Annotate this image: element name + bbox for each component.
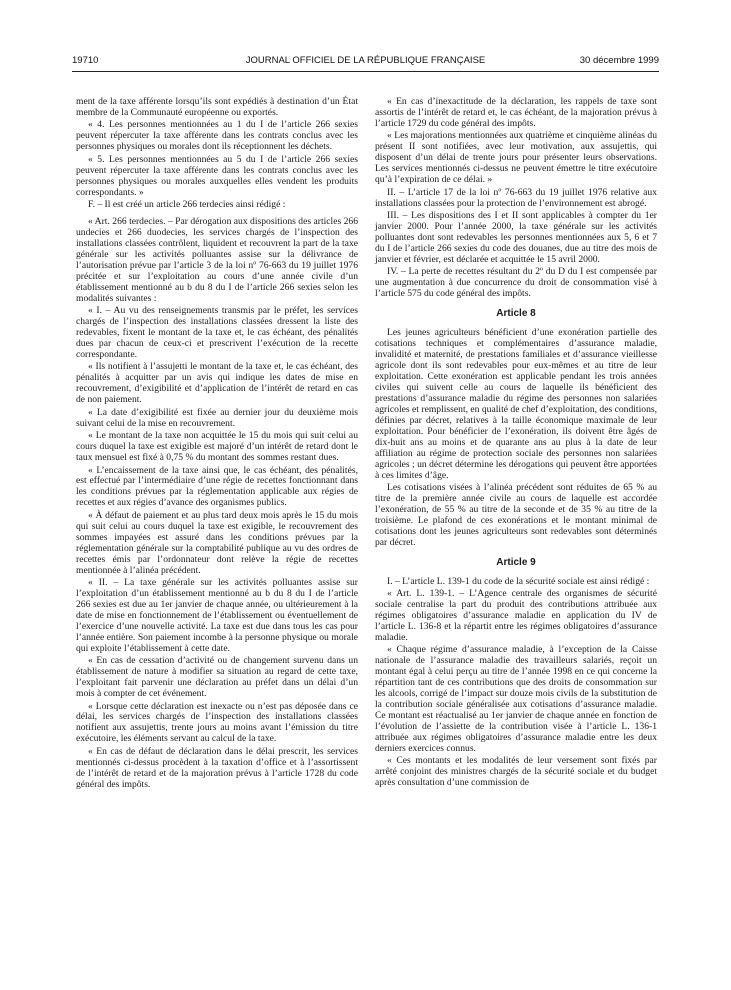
paragraph: Les jeunes agriculteurs bénéficient d’une exonération partielle des cotisations techniques et complémentaires d’assurance maladie, invalidité et maternité, de prestations familiales et d’assurance vieillesse agricole dont ils sont redevables pour eux-mêmes et au titre de leur exploitation. Cette exonération est applicable pendant les trois années civiles qui suivent celle au cours de laquelle ils bénéficient des prestations d’assurance maladie du régime des personnes non salariées agricoles et remplissent, en qualité de chef d’exploitation, des conditions, définies par décret, relatives à la taille économique maximale de leur exploitation. Pour bénéficier de l’exonération, ils doivent être âgés de dix-huit ans au moins et de quarante ans au plus à la date de leur affiliation au régime de protection sociale des personnes non salariées agricoles ; un décret détermine les dérogations qui peuvent être apportées à ces limites d’âge. [375, 327, 657, 481]
paragraph: F. – Il est créé un article 266 terdecies ainsi rédigé : [88, 199, 286, 211]
paragraph: « Les majorations mentionnées aux quatrième et cinquième alinéas du présent II sont notifiées, avec leur motivation, aux assujettis, qui disposent d’un délai de trente jours pour présenter leurs observations. Les services mentionnés ci-dessus ne peuvent émettre le titre exécutoire qu’à l’expiration de ce délai. » [375, 130, 657, 186]
journal-title: JOURNAL OFFICIEL DE LA RÉPUBLIQUE FRANÇAISE [245, 55, 486, 66]
paragraph: II. – L’article 17 de la loi nº 76-663 du 19 juillet 1976 relative aux installations classées pour la protection de l’environnement est abrogé. [375, 186, 657, 209]
paragraph: « Lorsque cette déclaration est inexacte ou n’est pas déposée dans ce délai, les services chargés de l’inspection des installations classées notifient aux assujettis, trente jours au moins avant l’émission du titre exécutoire, les éléments servant au calcul de la taxe. [76, 700, 358, 745]
paragraph: « Art. 266 terdecies. – Par dérogation aux dispositions des articles 266 undecies et 266 duodecies, les services chargés de l’inspection des installations classées contrôlent, liquident et recouvrent la part de la taxe générale sur les activités polluantes assise sur la délivrance de l’autorisation prévue par l’article 3 de la loi nº 76-663 du 19 juillet 1976 précitée et sur l’exploitation au cours d’une année civile d’un établissement mentionné au b du 8 du I de l’article 266 sexies selon les modalités suivantes : [76, 216, 358, 304]
paragraph: « Le montant de la taxe non acquittée le 15 du mois qui suit celui au cours duquel la taxe est exigible est majoré d’un intérêt de retard dont le taux mensuel est fixé à 0,75 % du montant des sommes restant dues. [76, 430, 358, 464]
paragraph: « I. – Au vu des renseignements transmis par le préfet, les services chargés de l’inspection des installations classées dressent la liste des redevables, fixent le montant de la taxe et, le cas échéant, des pénalités dues par chacun de ceux-ci et prescrivent l’exécution de la recette correspondante. [76, 305, 358, 360]
right-column [375, 97, 657, 791]
paragraph: « Ils notifient à l’assujetti le montant de la taxe et, le cas échéant, des pénalités à acquitter par un avis qui indique les dates de mise en recouvrement, d’exigibilité et d’application de l’intérêt de retard en cas de non paiement. [76, 361, 358, 406]
paragraph: « Chaque régime d’assurance maladie, à l’exception de la Caisse nationale de l’assurance maladie des travailleurs salariés, reçoit un montant égal à celui perçu au titre de l’année 1998 en ce qui concerne la répartition tant de ces contributions que des droits de consommation sur les alcools, corrigé de l’impact sur douze mois civils de la substitution de la contribution sociale généralisée aux cotisations d’assurance maladie. Ce montant est réactualisé au 1er janvier de chaque année en fonction de l’évolution de l’assiette de la contribution visée à l’article L. 136-1 attribuée aux régimes obligatoires d’assurance maladie entre les deux derniers exercices connus. [375, 644, 657, 754]
page-number: 19710 [72, 55, 99, 66]
article-8-heading: Article 8 [496, 308, 536, 320]
page-header [72, 55, 659, 69]
left-column [76, 97, 358, 792]
paragraph: « En cas d’inexactitude de la déclaration, les rappels de taxe sont assortis de l’intérêt de retard et, le cas échéant, de la majoration prévus à l’article 1729 du code général des impôts. [375, 96, 657, 129]
paragraph: « II. – La taxe générale sur les activités polluantes assise sur l’exploitation d’un établissement mentionné au b du 8 du I de l’article 266 sexies est due au 1er janvier de chaque année, ou ultérieurement à la date de mise en fonctionnement de l’établissement ou éventuellement de l’exercice d’une nouvelle activité. La taxe est due dans tous les cas pour l’année entière. Son paiement incombe à la personne physique ou morale qui exploite l’établissement à cette date. [76, 577, 358, 654]
paragraph: « En cas de défaut de déclaration dans le délai prescrit, les services mentionnés ci-dessus procèdent à la taxation d’office et à l’assortissent de l’intérêt de retard et de la majoration prévus à l’article 1728 du code général des impôts. [76, 745, 358, 790]
paragraph: IV. – La perte de recettes résultant du 2º du D du I est compensée par une augmentation à due concurrence du droit de consommation visé à l’article 575 du code général des impôts. [375, 266, 657, 300]
paragraph: « Ces montants et les modalités de leur versement sont fixés par arrêté conjoint des ministres chargés de la sécurité sociale et du budget après consultation d’une commission de [375, 755, 657, 789]
paragraph: ment de la taxe afférente lorsqu’ils sont expédiés à destination d’un État membre de la Communauté européenne ou exportés. [76, 96, 358, 118]
paragraph: « La date d’exigibilité est fixée au dernier jour du deuxième mois suivant celui de la mise en recouvrement. [76, 406, 358, 429]
paragraph: III. – Les dispositions des I et II sont applicables à compter du 1er janvier 2000. Pour l’année 2000, la taxe générale sur les activités polluantes dont sont redevables les personnes mentionnées aux 5, 6 et 7 du I de l’article 266 sexies du code des douanes, due au titre des mois de janvier et février, est déclarée et acquittée le 15 avril 2000. [375, 210, 657, 265]
article-9-heading: Article 9 [496, 556, 536, 568]
paragraph: « 5. Les personnes mentionnées au 5 du I de l’article 266 sexies peuvent répercuter la taxe afférente dans les contrats conclus avec les personnes physiques ou morales auxquelles elles vendent les produits correspondants. » [76, 153, 358, 198]
paragraph: Les cotisations visées à l’alinéa précédent sont réduites de 65 % au titre de la première année civile au cours de laquelle est accordée l’exonération, de 55 % au titre de la seconde et de 35 % au titre de la troisième. Le plafond de ces exonérations et le montant minimal de cotisations dont les jeunes agriculteurs sont redevables sont déterminés par décret. [375, 481, 657, 548]
paragraph: « L’encaissement de la taxe ainsi que, le cas échéant, des pénalités, est effectué par l’intermédiaire d’une régie de recettes fonctionnant dans les conditions prévues par la réglementation applicable aux régies de recettes et aux régies d’avance des organismes publics. [76, 464, 358, 509]
paragraph: I. – L’article L. 139-1 du code de la sécurité sociale est ainsi rédigé : [387, 575, 650, 587]
paragraph: « Art. L. 139-1. – L’Agence centrale des organismes de sécurité sociale centralise la part du produit des contributions attribuée aux régimes obligatoires d’assurance maladie en application du IV de l’article L. 136-8 et la répartit entre les régimes obligatoires d’assurance maladie. [375, 588, 657, 643]
paragraph: « 4. Les personnes mentionnées au 1 du I de l’article 266 sexies peuvent répercuter la taxe afférente dans les contrats conclus avec les personnes physiques ou morales dont ils réceptionnent les déchets. [76, 119, 358, 153]
paragraph: « En cas de cessation d’activité ou de changement survenu dans un établissement de nature à modifier sa situation au regard de cette taxe, l’exploitant fait parvenir une déclaration au préfet dans un délai d’un mois à compter de cet événement. [76, 655, 358, 700]
issue-date: 30 décembre 1999 [579, 55, 659, 66]
header-rule [72, 71, 659, 72]
paragraph: « À défaut de paiement et au plus tard deux mois après le 15 du mois qui suit celui au cours duquel la taxe est exigible, le recouvrement des sommes impayées est assuré dans les conditions prévues par la réglementation générale sur la comptabilité publique au vu des ordres de recettes émis par l’ordonnateur dont relève la régie de recettes mentionnée à l’alinéa précédent. [76, 509, 358, 576]
